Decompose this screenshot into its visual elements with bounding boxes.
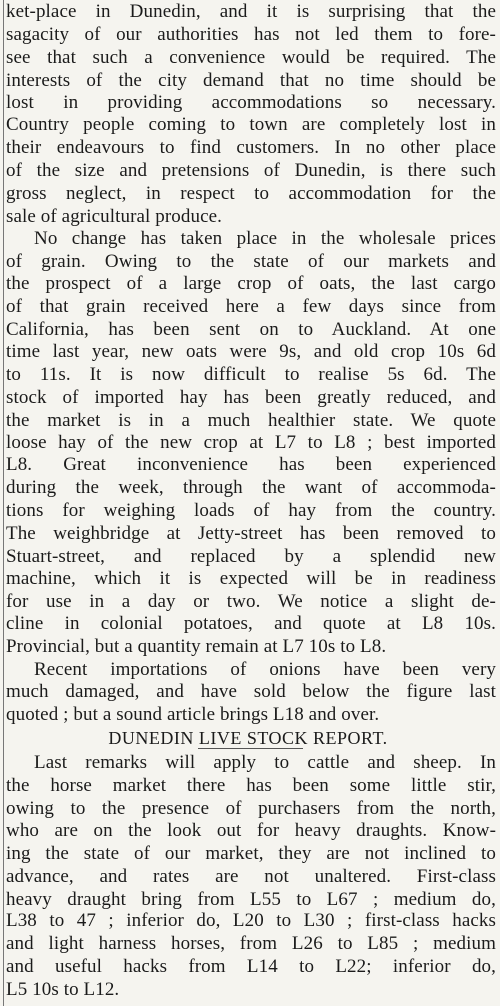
heading-separator — [198, 748, 303, 749]
text-line: California, has been sent on to Auckland. At one — [6, 319, 496, 340]
text-line: cline in colonial potatoes, and quote at L8 10s. — [6, 613, 496, 634]
text-line: stock of imported hay has been greatly reduced, and — [6, 387, 496, 408]
text-line: of the size and pretensions of Dunedin, is there such — [6, 160, 496, 181]
text-line: Stuart-street, and replaced by a splendid new — [6, 546, 496, 567]
text-line: ket-place in Dunedin, and it is surprising that the — [6, 1, 496, 22]
text-line: sale of agricultural produce. — [6, 206, 223, 227]
text-line: L38 to 47 ; inferior do, L20 to L30 ; first-class hacks — [6, 910, 496, 931]
text-line: Recent importations of onions have been very — [34, 659, 496, 680]
text-line: and useful hacks from L14 to L22; inferior do, — [6, 956, 496, 977]
text-line: time last year, new oats were 9s, and old crop 10s 6d — [6, 341, 496, 362]
text-line: during the week, through the want of accommoda- — [6, 477, 496, 498]
text-line: the horse market there has been some little stir, — [6, 775, 496, 796]
text-line: loose hay of the new crop at L7 to L8 ; best imported — [6, 432, 496, 453]
text-line: of grain. Owing to the state of our markets and — [6, 251, 496, 272]
text-line: of that grain received here a few days since from — [6, 296, 496, 317]
text-line: L5 10s to L12. — [6, 979, 120, 1000]
text-line: heavy draught bring from L55 to L67 ; medium do, — [6, 889, 496, 910]
text-line: the prospect of a large crop of oats, the last cargo — [6, 273, 496, 294]
text-line: gross neglect, in respect to accommodation for the — [6, 183, 496, 204]
text-line: lost in providing accommodations so necessary. — [6, 92, 496, 113]
text-line: sagacity of our authorities has not led them to fore- — [6, 24, 496, 45]
text-line: advance, and rates are not unaltered. First-class — [6, 866, 496, 887]
text-line: The weighbridge at Jetty-street has been removed to — [6, 523, 496, 544]
text-line: who are on the look out for heavy draughts. Know- — [6, 820, 496, 841]
text-line: owing to the presence of purchasers from the north, — [6, 798, 496, 819]
text-line: L8. Great inconvenience has been experienced — [6, 454, 496, 475]
text-line: their endeavours to find customers. In no other place — [6, 137, 496, 158]
text-line: tions for weighing loads of hay from the country. — [6, 500, 496, 521]
text-line: ing the state of our market, they are not inclined to — [6, 843, 496, 864]
text-line: quoted ; but a sound article brings L18 and over. — [6, 704, 380, 725]
text-line: machine, which it is expected will be in readiness — [6, 568, 496, 589]
text-line: much damaged, and have sold below the figure last — [6, 681, 496, 702]
text-line: No change has taken place in the wholesale prices — [34, 228, 496, 249]
text-line: for use in a day or two. We notice a slight de- — [6, 591, 496, 612]
section-heading: DUNEDIN LIVE STOCK REPORT. — [108, 728, 388, 748]
text-line: and light harness horses, from L26 to L85 ; medium — [6, 933, 496, 954]
text-line: Country people coming to town are completely lost in — [6, 114, 496, 135]
text-line: Provincial, but a quantity remain at L7 10s to L8. — [6, 636, 387, 657]
text-line: interests of the city demand that no time should be — [6, 70, 496, 91]
text-line: the market is in a much healthier state. We quote — [6, 410, 496, 431]
text-line: see that such a convenience would be required. The — [6, 47, 496, 68]
column-rule-left — [3, 0, 4, 1006]
text-line: to 11s. It is now difficult to realise 5s 6d. The — [6, 364, 496, 385]
text-line: Last remarks will apply to cattle and sheep. In — [34, 752, 496, 773]
